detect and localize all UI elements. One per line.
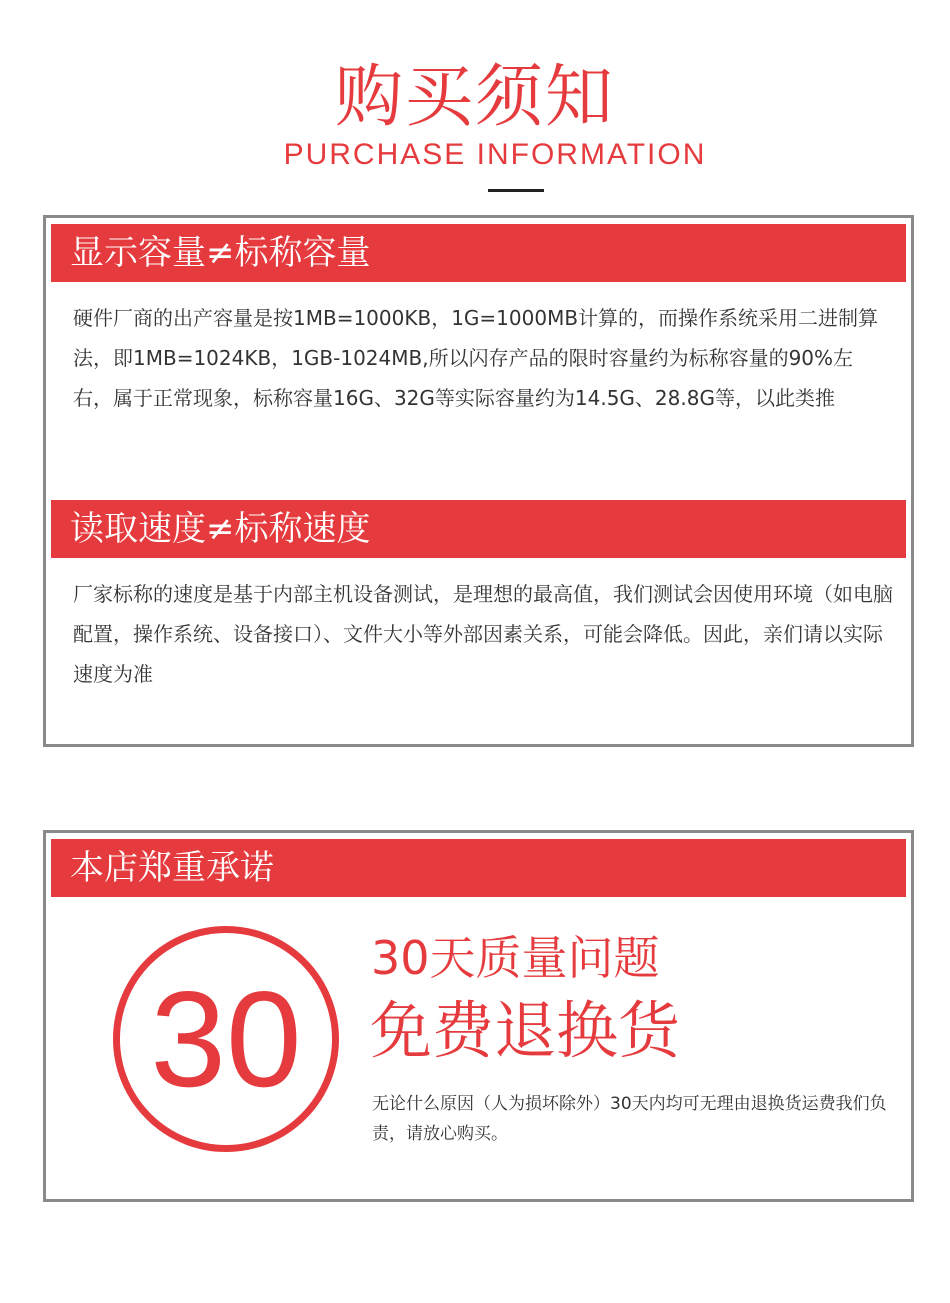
thirty-days-badge	[113, 926, 339, 1152]
title-divider	[488, 189, 544, 192]
badge-number: 30	[150, 963, 302, 1115]
notice-box	[43, 215, 914, 747]
promise-line-1: 30天质量问题	[371, 931, 660, 985]
speed-text: 厂家标称的速度是基于内部主机设备测试，是理想的最高值，我们测试会因使用环境（如电脑配置，操作系统、设备接口）、文件大小等外部因素关系，可能会降低。因此，亲们请以实际速度为准	[73, 582, 893, 686]
capacity-text: 硬件厂商的出产容量是按1MB=1000KB，1G=1000MB计算的，而操作系统采用二进制算法，即1MB=1024KB，1GB-1024MB,所以闪存产品的限时容量约为标称容量的90%左右，属于正常现象，标称容量16G、32G等实际容量约为14.5G、28.8G等，以此类推	[73, 306, 879, 410]
promise-box	[43, 830, 914, 1202]
promise-line-2: 免费退换货	[370, 994, 681, 1067]
page-title: 购买须知	[334, 58, 615, 137]
speed-heading: 读取速度≠标称速度	[51, 500, 906, 558]
page-subtitle: PURCHASE INFORMATION	[283, 138, 707, 171]
promise-heading: 本店郑重承诺	[51, 839, 906, 897]
promise-description: 无论什么原因（人为损坏除外）30天内均可无理由退换货运费我们负责，请放心购买。	[372, 1094, 887, 1144]
capacity-heading: 显示容量≠标称容量	[51, 224, 906, 282]
